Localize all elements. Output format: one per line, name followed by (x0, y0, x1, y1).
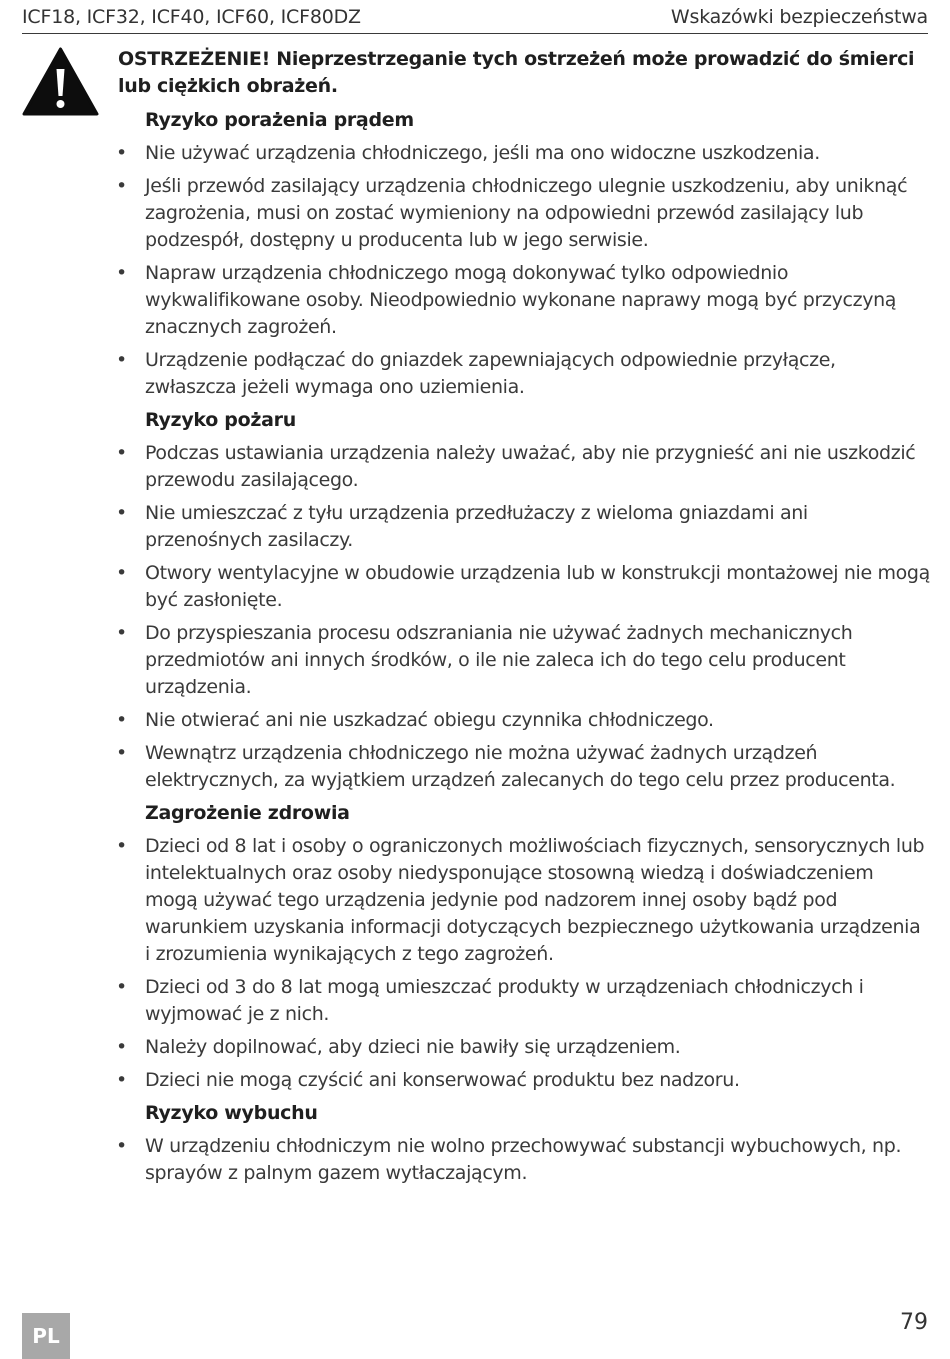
section-title: Ryzyko wybuchu (145, 1102, 318, 1124)
header-models: ICF18, ICF32, ICF40, ICF60, ICF80DZ (22, 6, 361, 28)
list-item: • Nie używać urządzenia chłodniczego, jeśli ma ono widoczne uszkodzenia. (145, 140, 930, 167)
header-section-title: Wskazówki bezpieczeństwa (670, 6, 928, 28)
bullet-list (145, 440, 930, 794)
section-title: Ryzyko pożaru (145, 409, 296, 431)
list-item: • W urządzeniu chłodniczym nie wolno przechowywać substancji wybuchowych, np. sprayów z palnym gazem wytłaczającym. (145, 1133, 930, 1187)
list-item: • Podczas ustawiania urządzenia należy uważać, aby nie przygnieść ani nie uszkodzić przewodu zasilającego. (145, 440, 930, 494)
list-item: • Urządzenie podłączać do gniazdek zapewniających odpowiednie przyłącze, zwłaszcza jeżeli wymaga ono uziemienia. (145, 347, 930, 401)
bullet-list (145, 1133, 930, 1187)
list-item: • Dzieci od 3 do 8 lat mogą umieszczać produkty w urządzeniach chłodniczych i wyjmować je z nich. (145, 974, 930, 1028)
list-item: • Otwory wentylacyjne w obudowie urządzenia lub w konstrukcji montażowej nie mogą być zasłonięte. (145, 560, 930, 614)
section-title: Ryzyko porażenia prądem (145, 109, 414, 131)
list-item: • Do przyspieszania procesu odszraniania nie używać żadnych mechanicznych przedmiotów ani innych środków, o ile nie zaleca ich do tego celu producent urządzenia. (145, 620, 930, 701)
warning-text: OSTRZEŻENIE! Nieprzestrzeganie tych ostrzeżeń może prowadzić do śmierci lub ciężkich obrażeń. (118, 48, 915, 97)
safety-content (145, 107, 930, 1193)
list-item: • Dzieci nie mogą czyścić ani konserwować produktu bez nadzoru. (145, 1067, 930, 1094)
list-item: • Napraw urządzenia chłodniczego mogą dokonywać tylko odpowiednio wykwalifikowane osoby. Nieodpowiednio wykonane naprawy mogą być przyczyną znacznych zagrożeń. (145, 260, 930, 341)
page-header (22, 6, 928, 34)
section-title: Zagrożenie zdrowia (145, 802, 350, 824)
list-item: • Należy dopilnować, aby dzieci nie bawiły się urządzeniem. (145, 1034, 930, 1061)
list-item: • Nie umieszczać z tyłu urządzenia przedłużaczy z wieloma gniazdami ani przenośnych zasilaczy. (145, 500, 930, 554)
bullet-list (145, 833, 930, 1094)
warning-triangle-icon (22, 47, 99, 117)
language-badge: PL (22, 1313, 70, 1359)
page-number: 79 (900, 1310, 928, 1335)
list-item: • Dzieci od 8 lat i osoby o ograniczonych możliwościach fizycznych, sensorycznych lub intelektualnych oraz osoby niedysponujące stosowną wiedzą i doświadczeniem mogą używać tego urządzenia jedynie pod nadzorem innej osoby bądź pod warunkiem uzyskania informacji dotyczących bezpiecznego użytkowania urządzenia i zrozumienia wynikających z tego zagrożeń. (145, 833, 930, 968)
list-item: • Wewnątrz urządzenia chłodniczego nie można używać żadnych urządzeń elektrycznych, za wyjątkiem urządzeń zalecanych do tego celu przez producenta. (145, 740, 930, 794)
list-item: • Nie otwierać ani nie uszkadzać obiegu czynnika chłodniczego. (145, 707, 930, 734)
bullet-list (145, 140, 930, 401)
list-item: • Jeśli przewód zasilający urządzenia chłodniczego ulegnie uszkodzeniu, aby uniknąć zagrożenia, musi on zostać wymieniony na odpowiedni przewód zasilający lub podzespół, dostępny u producenta lub w jego serwisie. (145, 173, 930, 254)
